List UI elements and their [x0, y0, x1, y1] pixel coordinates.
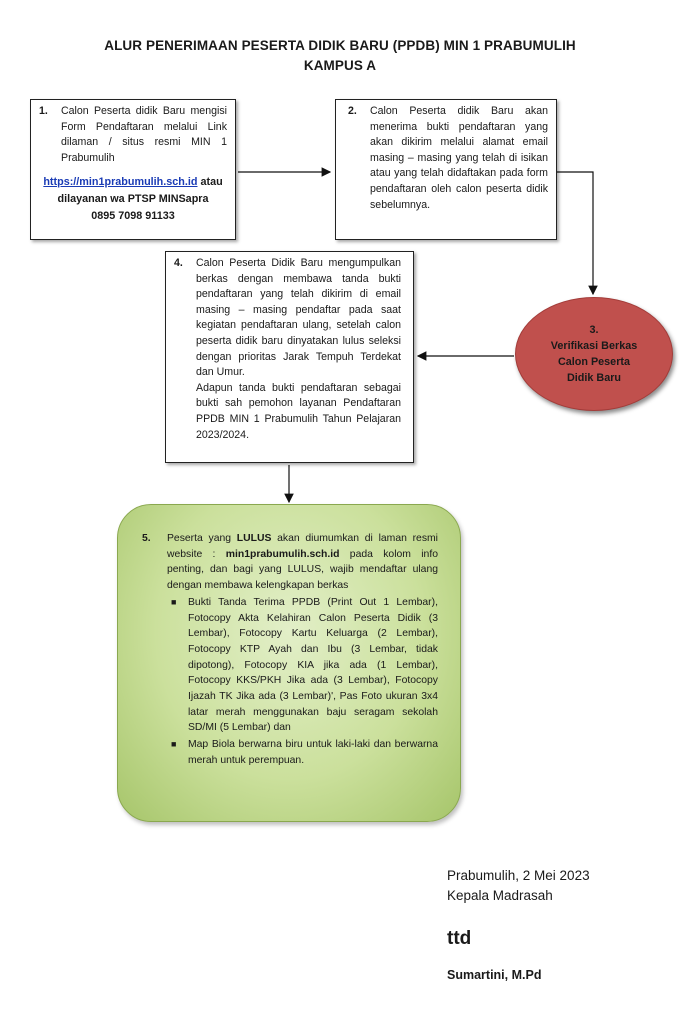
ptsp-service: dilayanan wa PTSP MINSapra	[57, 193, 209, 206]
step-3-ellipse	[515, 297, 673, 411]
step-4-paragraph-1: Calon Peserta Didik Baru mengumpulkan berkas dengan membawa tanda bukti pendaftaran yang telah dikirim di email masing – masing pendaftar pada saat kegiatan pendaftaran ulang, setelah calon peserta didik baru dinyatakan lulus seleksi dengan prioritas Jarak Tempuh Terdekat dan Umur.	[196, 257, 401, 379]
signature-place-date: Prabumulih, 2 Mei 2023	[447, 868, 590, 883]
step-2-number: 2.	[348, 105, 357, 117]
requirements-item-1: Bukti Tanda Terima PPDB (Print Out 1 Lembar), Fotocopy Akta Kelahiran Calon Peserta Didik (3 Lembar), Fotocopy Kartu Keluarga (2 Lembar), Fotocopy KTP Ayah dan Ibu (3 Lembar, tidak dipotong), Fotocopy KIA jika ada (1 Lembar), Fotocopy KKS/PKH Jika ada (3 Lembar), Fotocopy Ijazah TK Jika ada (3 Lembar)', Pas Foto ukuran 3x4 latar merah menggunakan baju seragam sekolah SD/MI (5 Lembar) dan	[188, 596, 438, 734]
whatsapp-number: 0895 7098 91133	[91, 210, 175, 223]
page-title: ALUR PENERIMAAN PESERTA DIDIK BARU (PPDB) MIN 1 PRABUMULIH	[104, 38, 576, 53]
step-2-box	[335, 99, 557, 240]
step-4-box	[165, 251, 414, 463]
step-1-number: 1.	[39, 105, 48, 117]
step-4-number: 4.	[174, 257, 183, 269]
registration-link[interactable]: https://min1prabumulih.sch.id	[43, 176, 198, 189]
step-5-text: Peserta yang LULUS akan diumumkan di laman resmi website : min1prabumulih.sch.id pada kolom info penting, dan bagi yang LULUS, wajib mendaftar ulang dengan membawa kelengkapan berkas	[167, 533, 438, 592]
step-5-box	[117, 504, 461, 822]
step-3-line3: Didik Baru	[567, 372, 621, 384]
bullet-icon: ■	[171, 596, 177, 607]
step-2-text: Calon Peserta didik Baru akan menerima bukti pendaftaran yang akan dikirim melalui alamat email masing – masing yang telah di isikan atau yang telah didaftakan pada form pendaftaran oleh calon peserta didik sebelumnya.	[370, 105, 548, 211]
bullet-icon: ■	[171, 739, 177, 750]
step-4-paragraph-2: Adapun tanda bukti pendaftaran sebagai bukti sah pemohon layanan Pendaftaran PPDB MIN 1 Prabumulih Tahun Pelajaran 2023/2024.	[196, 381, 401, 441]
page-subtitle: KAMPUS A	[303, 58, 377, 73]
link-suffix: atau	[197, 176, 223, 189]
list-item	[167, 595, 438, 736]
arrow-step2-to-step3	[557, 172, 593, 294]
step-1-text: Calon Peserta didik Baru mengisi Form Pendaftaran melalui Link dilaman / situs resmi MIN 1 Prabumulih	[61, 105, 227, 164]
step-3-line2: Calon Peserta	[557, 356, 630, 368]
requirements-item-2: Map Biola berwarna biru untuk laki-laki dan berwarna merah untuk perempuan.	[188, 739, 438, 766]
step-3-line1: Verifikasi Berkas	[550, 340, 638, 352]
list-item	[167, 737, 438, 768]
signature-name: Sumartini, M.Pd	[447, 968, 542, 982]
step-5-number: 5.	[142, 533, 151, 544]
step-3-number: 3.	[589, 324, 599, 336]
signature-position: Kepala Madrasah	[447, 888, 553, 903]
signature-ttd: ttd	[447, 928, 472, 949]
step-1-box	[30, 99, 236, 240]
